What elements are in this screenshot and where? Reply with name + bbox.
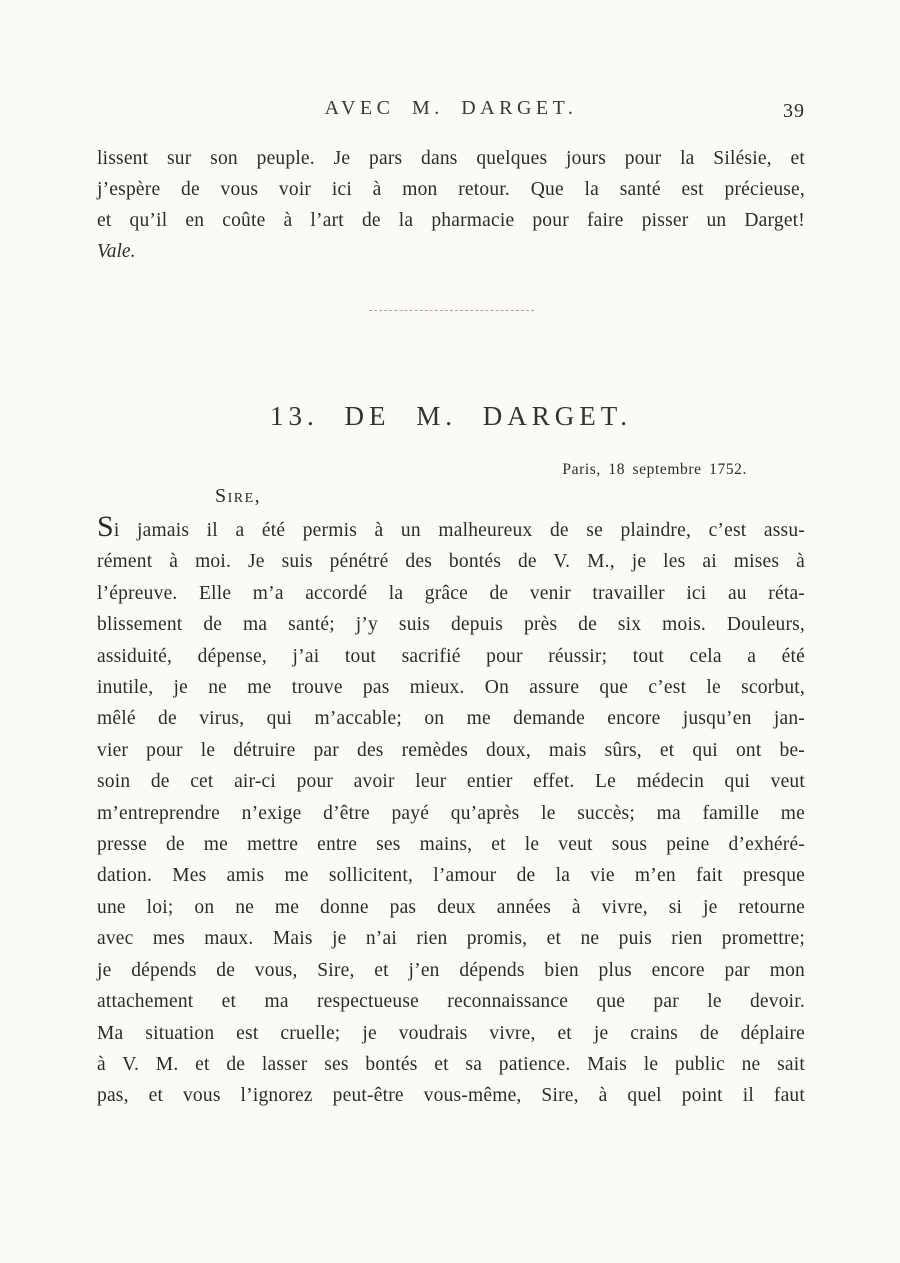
- section-divider: [369, 310, 534, 311]
- dateline: Paris, 18 septembre 1752.: [562, 461, 747, 478]
- text-line: blissement de ma santé; j’y suis depuis près de six mois. Douleurs,: [97, 614, 805, 636]
- salutation: Sire,: [215, 485, 262, 507]
- text-line-first: [97, 510, 805, 546]
- letter-heading: 13. DE M. DARGET.: [270, 401, 632, 431]
- letter-body: [97, 510, 805, 1112]
- text-line: une loi; on ne me donne pas deux années à vivre, si je retourne: [97, 896, 805, 918]
- text-line: l’épreuve. Elle m’a accordé la grâce de venir travailler ici au réta-: [97, 582, 805, 604]
- text-line: avec mes maux. Mais je n’ai rien promis, et ne puis rien promettre;: [97, 928, 805, 950]
- text-line: soin de cet air-ci pour avoir leur entier effet. Le médecin qui veut: [97, 771, 805, 793]
- text-line: attachement et ma respectueuse reconnaissance que par le devoir.: [97, 991, 805, 1013]
- text-line: je dépends de vous, Sire, et j’en dépends bien plus encore par mon: [97, 959, 805, 981]
- running-header-title: AVEC M. DARGET.: [324, 97, 578, 119]
- text-line: vier pour le détruire par des remèdes doux, mais sûrs, et qui ont be-: [97, 739, 805, 761]
- first-line-text: i jamais il a été permis à un malheureux de se plaindre, c’est assu-: [113, 520, 805, 541]
- text-line: m’entreprendre n’exige d’être payé qu’après le succès; ma famille me: [97, 802, 805, 824]
- page-number: 39: [783, 100, 805, 122]
- text-line: inutile, je ne me trouve pas mieux. On assure que c’est le scorbut,: [97, 677, 805, 699]
- drop-cap: S: [97, 510, 114, 543]
- text-block: [97, 143, 805, 1112]
- text-line: et qu’il en coûte à l’art de la pharmacie pour faire pisser un Darget!: [97, 210, 805, 231]
- text-line: Ma situation est cruelle; je voudrais vivre, et je crains de déplaire: [97, 1022, 805, 1044]
- text-line: presse de me mettre entre ses mains, et le veut sous peine d’exhéré-: [97, 834, 805, 856]
- text-line: lissent sur son peuple. Je pars dans quelques jours pour la Silésie, et: [97, 148, 805, 169]
- intro-paragraph: [97, 143, 805, 236]
- text-line: j’espère de vous voir ici à mon retour. Que la santé est précieuse,: [97, 179, 805, 200]
- text-line: à V. M. et de lasser ses bontés et sa patience. Mais le public ne sait: [97, 1053, 805, 1075]
- text-line: pas, et vous l’ignorez peut-être vous-même, Sire, à quel point il faut: [97, 1085, 805, 1107]
- text-line: mêlé de virus, qui m’accable; on me demande encore jusqu’en jan-: [97, 708, 805, 730]
- text-line: rément à moi. Je suis pénétré des bontés de V. M., je les ai mises à: [97, 551, 805, 573]
- letter-lines: [97, 546, 805, 1111]
- text-line: assiduité, dépense, j’ai tout sacrifié pour réussir; tout cela a été: [97, 645, 805, 667]
- text-line: dation. Mes amis me sollicitent, l’amour de la vie m’en fait presque: [97, 865, 805, 887]
- closing-word: Vale.: [97, 241, 136, 262]
- running-header: [97, 97, 805, 120]
